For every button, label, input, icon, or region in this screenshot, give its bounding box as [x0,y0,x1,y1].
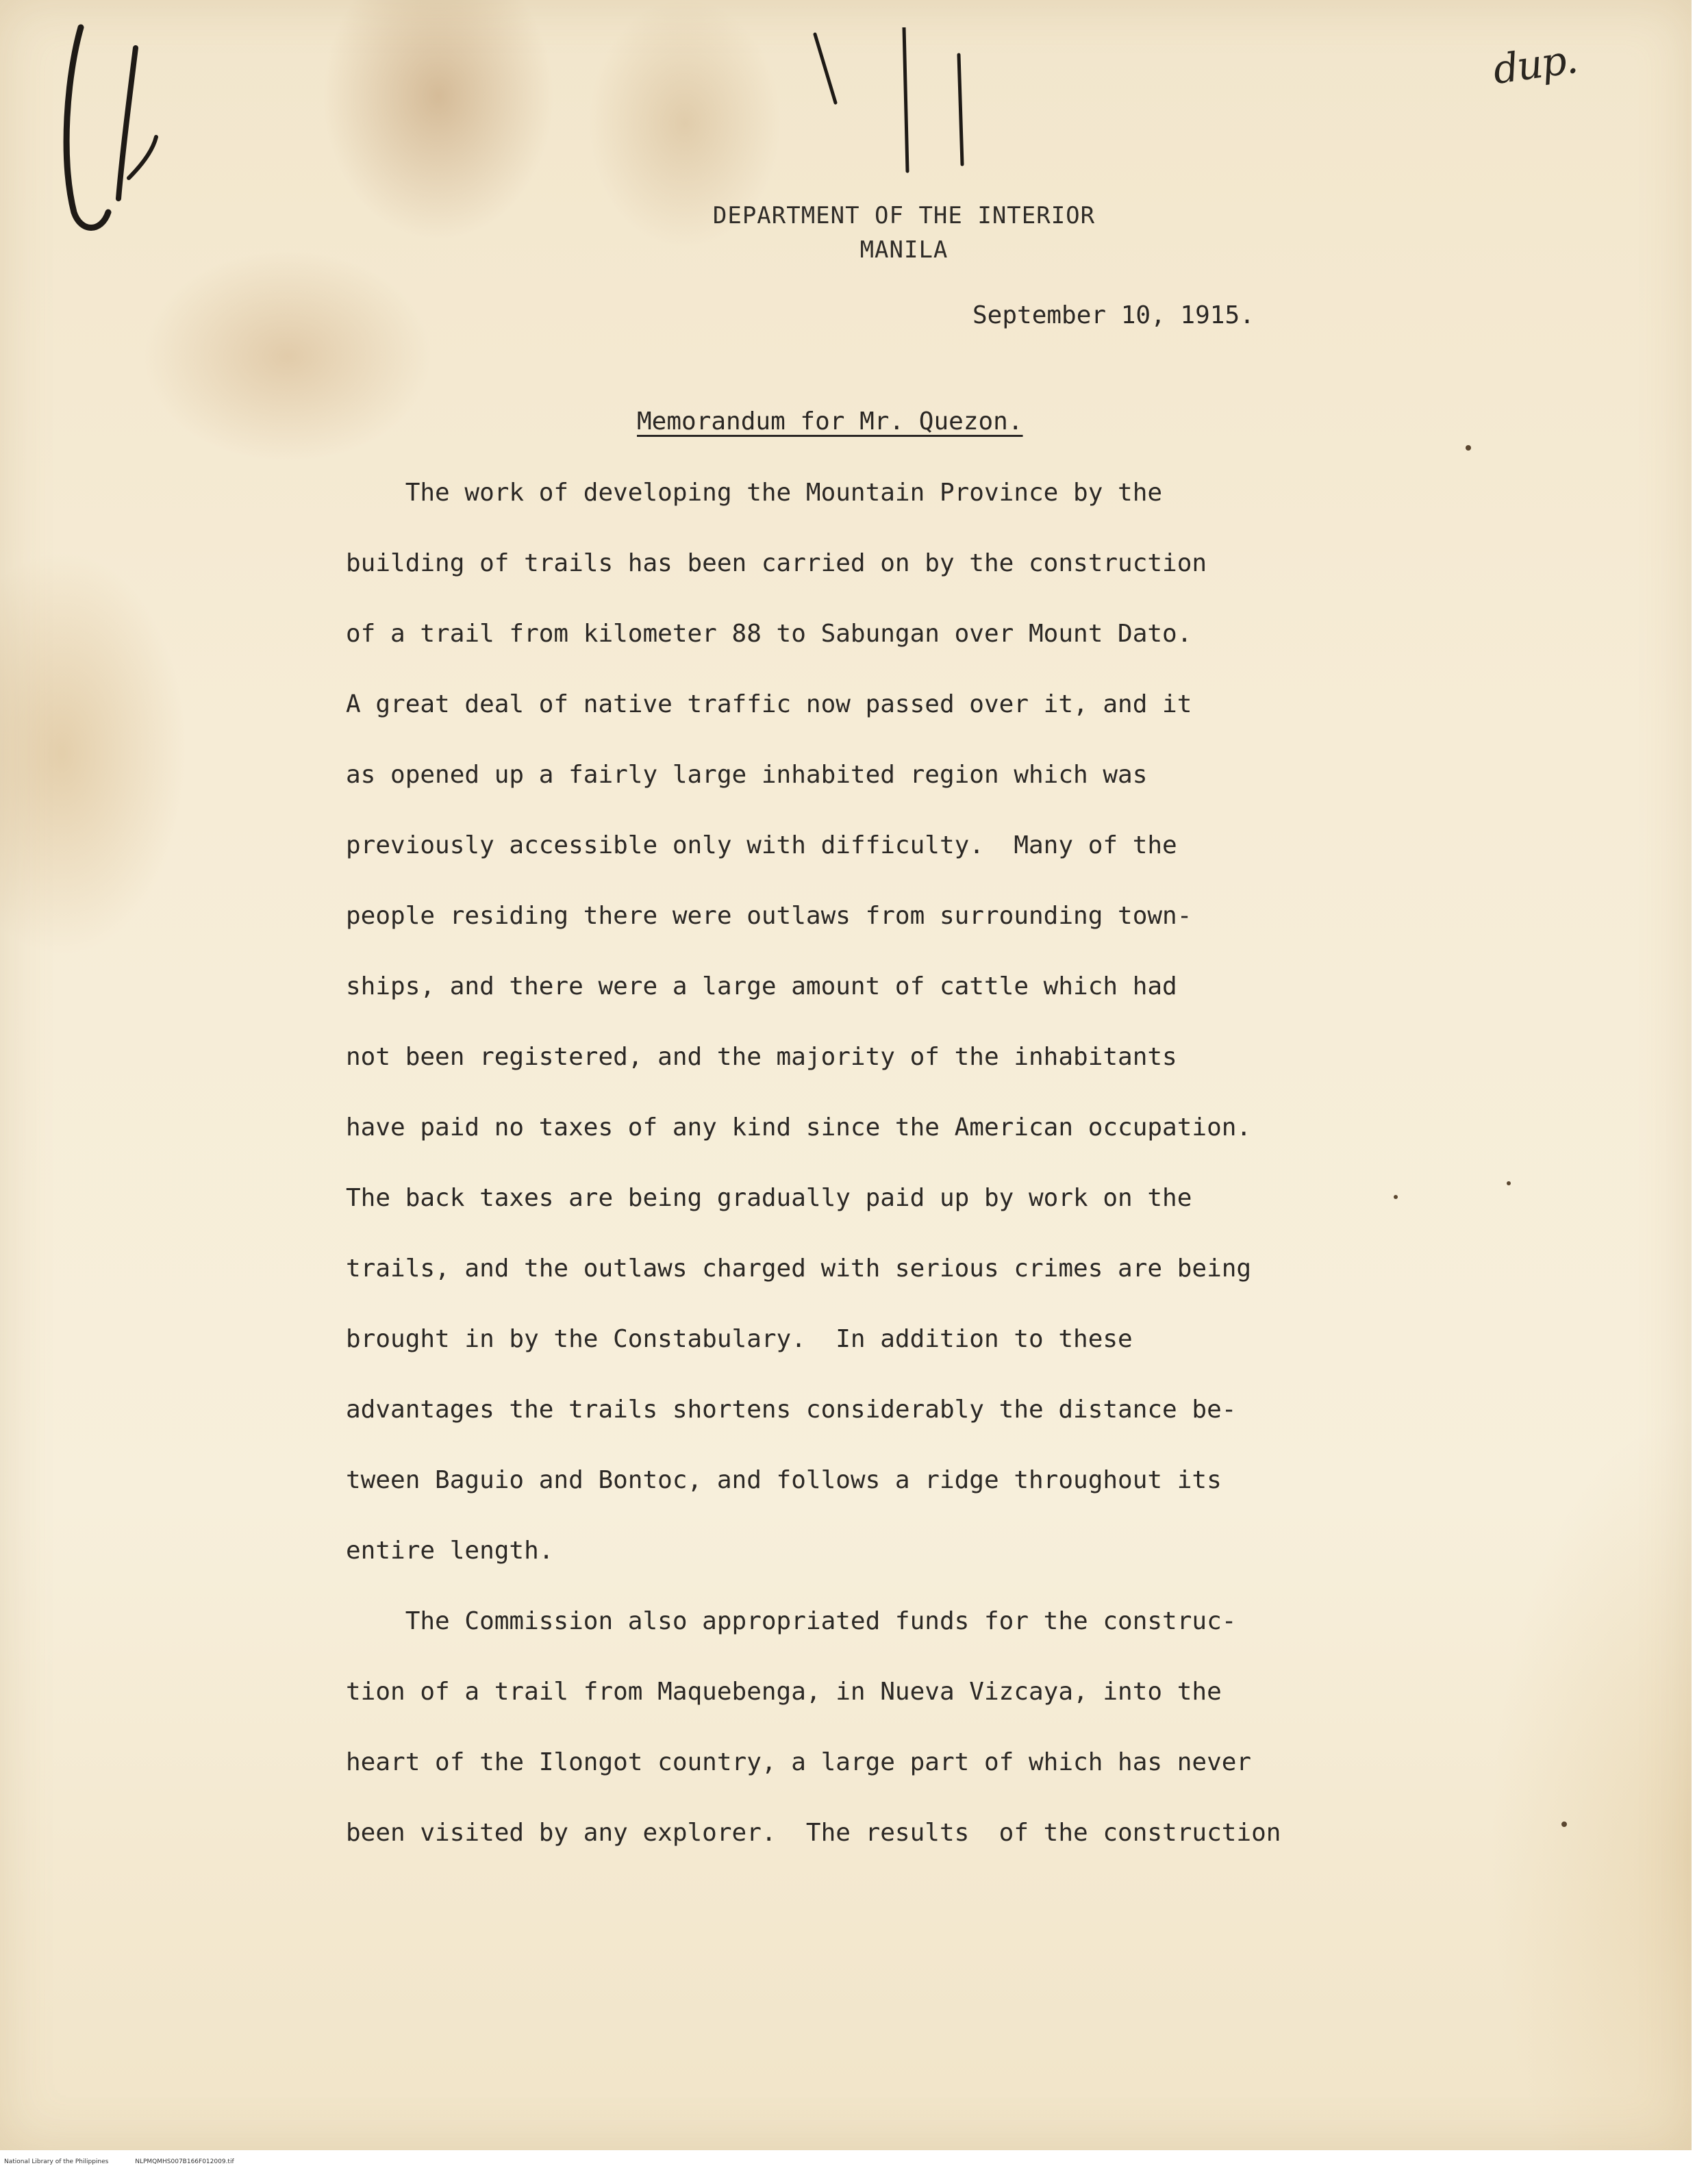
footer-institution: National Library of the Philippines [4,2158,109,2165]
text-line: The work of developing the Mountain Province by the [346,479,1163,507]
department-name: DEPARTMENT OF THE INTERIOR [712,202,1096,229]
text-line: trails, and the outlaws charged with serious crimes are being [346,1255,1252,1283]
handwritten-annotation: dup. [1490,35,1580,94]
text-line: of a trail from kilometer 88 to Sabungan over Mount Dato. [346,620,1192,648]
text-line: A great deal of native traffic now passed over it, and it [346,690,1192,718]
paper-speck [1561,1822,1567,1827]
text-line: advantages the trails shortens considerably the distance be- [346,1396,1237,1424]
text-line: entire length. [346,1537,554,1565]
text-line: heart of the Ilongot country, a large part of which has never [346,1748,1252,1776]
text-line: as opened up a fairly large inhabited region which was [346,761,1148,789]
footer-filename: NLPMQMHS007B166F012009.tif [135,2158,234,2165]
pen-strokes [794,27,1000,178]
paper-speck [1466,445,1471,451]
letterhead [657,199,1151,267]
memo-body [346,472,1510,1883]
text-line: been visited by any explorer. The results of the construction [346,1819,1281,1847]
text-line: The Commission also appropriated funds for the construc- [346,1607,1237,1635]
text-line: people residing there were outlaws from surrounding town- [346,902,1192,930]
text-line: not been registered, and the majority of the inhabitants [346,1043,1177,1071]
text-line: previously accessible only with difficulty. Many of the [346,831,1177,859]
paper-speck [1394,1195,1398,1199]
text-line: building of trails has been carried on by the construction [346,549,1207,577]
text-line: ships, and there were a large amount of cattle which had [346,972,1177,1000]
text-line: The back taxes are being gradually paid up by work on the [346,1184,1192,1212]
paperclip-mark [53,21,163,240]
text-line: tion of a trail from Maquebenga, in Nueva Vizcaya, into the [346,1678,1222,1706]
memo-date: September 10, 1915. [972,301,1255,329]
text-line: tween Baguio and Bontoc, and follows a ridge throughout its [346,1466,1222,1494]
scan-footer [0,2156,1708,2168]
city-name: MANILA [859,236,949,264]
memo-title: Memorandum for Mr. Quezon. [637,407,1023,436]
text-line: have paid no taxes of any kind since the American occupation. [346,1113,1252,1142]
paper-speck [1507,1181,1511,1185]
text-line: brought in by the Constabulary. In addition to these [346,1325,1133,1353]
